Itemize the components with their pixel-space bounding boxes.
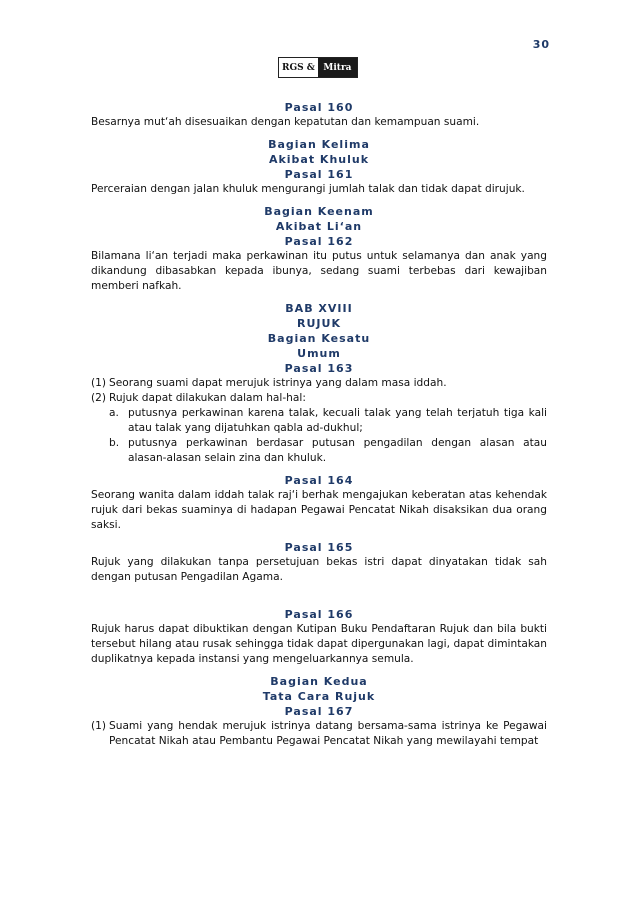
pasal-165-heading: Pasal 165 (284, 541, 354, 554)
sub-list-item-text: putusnya perkawinan berdasar putusan pengadilan dengan alasan atau alasan-alasan selain zina dan khuluk. (128, 437, 547, 464)
document-body (91, 100, 547, 749)
bagian-kelima-heading: Bagian Kelima (268, 138, 370, 151)
sub-list-item (91, 406, 547, 436)
pasal-162-text: Bilamana li‘an terjadi maka perkawinan itu putus untuk selamanya dan anak yang dikandung dibasabkan kepada ibunya, sedang suami terbebas dari kewajiban memberi nafkah. (91, 250, 547, 292)
pasal-167-heading: Pasal 167 (284, 705, 354, 718)
list-item-text: Suami yang hendak merujuk istrinya datang bersama-sama istrinya ke Pegawai Pencatat Nikah atau Pembantu Pegawai Pencatat Nikah yang mewilayahi tempat (109, 720, 547, 747)
list-item-text: Seorang suami dapat merujuk istrinya yang dalam masa iddah. (109, 377, 447, 389)
pasal-161-text: Perceraian dengan jalan khuluk mengurangi jumlah talak dan tidak dapat dirujuk. (91, 183, 525, 195)
list-item-number: (1) (91, 377, 107, 389)
list-item-number: (1) (91, 720, 107, 732)
bagian-kedua-heading: Bagian Kedua (270, 675, 368, 688)
pasal-162-heading: Pasal 162 (284, 235, 354, 248)
pasal-164-text: Seorang wanita dalam iddah talak raj‘i berhak mengajukan keberatan atas kehendak rujuk dari bekas suaminya di hadapan Pegawai Pencatat Nikah disaksikan dua orang saksi. (91, 489, 547, 531)
pasal-161-heading: Pasal 161 (284, 168, 354, 181)
bagian-kesatu-heading: Bagian Kesatu (267, 332, 371, 345)
sub-list-item-text: putusnya perkawinan karena talak, kecuali talak yang telah terjatuh tiga kali atau talak yang dijatuhkan qabla ad-dukhul; (128, 407, 547, 434)
logo-right-text: Mitra (318, 58, 357, 77)
pasal-163-heading: Pasal 163 (284, 362, 354, 375)
pasal-166-heading: Pasal 166 (284, 608, 354, 621)
sub-list-item (91, 436, 547, 466)
bagian-keenam-subheading: Akibat Li‘an (275, 220, 363, 233)
page-number: 30 (532, 38, 550, 51)
list-item-text: Rujuk dapat dilakukan dalam hal-hal: (109, 392, 306, 404)
bagian-kelima-subheading: Akibat Khuluk (268, 153, 370, 166)
pasal-164-heading: Pasal 164 (284, 474, 354, 487)
list-item (91, 391, 547, 406)
bagian-kesatu-title: Umum (297, 347, 341, 360)
pasal-160-text: Besarnya mut‘ah disesuaikan dengan kepatutan dan kemampuan suami. (91, 116, 480, 128)
sub-list-item-letter: b. (109, 437, 120, 449)
list-item (91, 376, 547, 391)
bab-18-title: RUJUK (297, 317, 341, 330)
list-item-number: (2) (91, 392, 107, 404)
publisher-logo (278, 57, 358, 78)
pasal-165-text: Rujuk yang dilakukan tanpa persetujuan bekas istri dapat dinyatakan tidak sah dengan putusan Pengadilan Agama. (91, 556, 547, 583)
list-item (91, 719, 547, 749)
bagian-keenam-heading: Bagian Keenam (264, 205, 374, 218)
sub-list-item-letter: a. (109, 407, 119, 419)
bagian-kedua-subheading: Tata Cara Rujuk (262, 690, 376, 703)
pasal-160-heading: Pasal 160 (284, 101, 354, 114)
pasal-166-text: Rujuk harus dapat dibuktikan dengan Kutipan Buku Pendaftaran Rujuk dan bila bukti tersebut hilang atau rusak sehingga tidak dapat dipergunakan lagi, dapat dimintakan duplikatnya kepada instansi yang mengeluarkannya semula. (91, 623, 547, 665)
bab-18-heading: BAB XVIII (285, 302, 353, 315)
logo-left-text: RGS & (279, 58, 318, 77)
